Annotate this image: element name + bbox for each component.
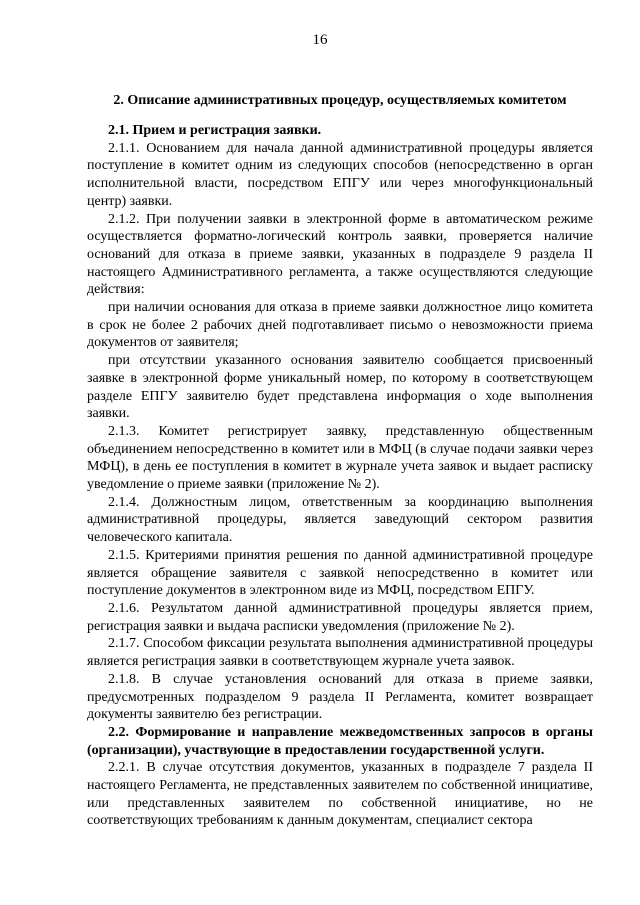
paragraph: 2.2.1. В случае отсутствия документов, указанных в подразделе 7 раздела II настоящего Регламента, не представленных заявителем по собственной инициативе, или представленных заявителем по собственной инициативе, но не соответствующих требованиям к данным документам, специалист сектора [87, 760, 593, 829]
paragraph: при наличии основания для отказа в приеме заявки должностное лицо комитета в срок не более 2 рабочих дней подготавливает письмо о невозможности приема документов от заявителя; [87, 300, 593, 351]
paragraph: при отсутствии указанного основания заявителю сообщается присвоенный заявке в электронной форме уникальный номер, по которому в соответствующем разделе ЕПГУ заявителю будет представлена информация о ходе выполнения заявки. [87, 353, 593, 422]
paragraph: 2.1.1. Основанием для начала данной административной процедуры является поступление в комитет одним из следующих способов (непосредственно в орган исполнительной власти, посредством ЕПГУ или через многофункциональный центр) заявки. [87, 140, 593, 209]
paragraph: 2.1.5. Критериями принятия решения по данной административной процедуре является обращение заявителя с заявкой непосредственно в комитет или поступление документов в электронном виде из МФЦ, посредством ЕПГУ. [87, 547, 593, 599]
paragraph: 2.1.8. В случае установления оснований для отказа в приеме заявки, предусмотренных подразделом 9 раздела II Регламента, комитет возвращает документы заявителю без регистрации. [87, 671, 593, 723]
paragraph: 2.1.2. При получении заявки в электронной форме в автоматическом режиме осуществляется форматно-логический контроль заявки, проверяется наличие оснований для отказа в приеме заявки, указанных в подразделе 9 раздела II настоящего Административного регламента, а также осуществляются следующие действия: [87, 211, 593, 298]
paragraph: 2.1.4. Должностным лицом, ответственным за координацию выполнения административной процедуры, является заведующий сектором развития человеческого капитала. [87, 494, 593, 546]
subsection-heading: 2.2. Формирование и направление межведомственных запросов в органы (организации), участвующие в предоставлении государственной услуги. [87, 724, 593, 758]
subsection-heading: 2.1. Прием и регистрация заявки. [108, 123, 322, 138]
document-body [87, 91, 593, 830]
page-number: 16 [312, 32, 328, 48]
paragraph: 2.1.6. Результатом данной административной процедуры является прием, регистрация заявки и выдача расписки уведомления (приложение № 2). [87, 600, 593, 634]
paragraph: 2.1.7. Способом фиксации результата выполнения административной процедуры является регистрация заявки в соответствующем журнале учета заявок. [87, 636, 593, 670]
section-heading: 2. Описание административных процедур, осуществляемых комитетом [113, 93, 567, 108]
paragraph: 2.1.3. Комитет регистрирует заявку, представленную общественным объединением непосредственно в комитет или в МФЦ (в случае подачи заявки через МФЦ), в день ее поступления в комитет в журнале учета заявок и выдает расписку уведомление о приеме заявки (приложение № 2). [87, 423, 593, 493]
